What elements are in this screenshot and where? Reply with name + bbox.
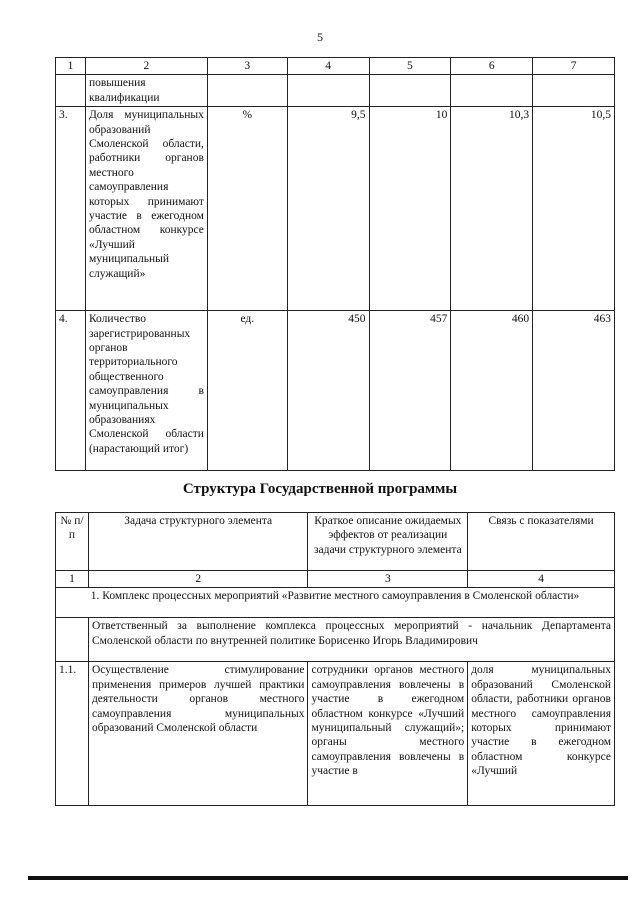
table-row (56, 662, 615, 806)
col-header: Связь с показателями (468, 513, 615, 571)
col-number: 4 (468, 571, 615, 588)
col-header: 1 (56, 58, 86, 75)
col-header: 3 (207, 58, 287, 75)
indicators-header-row (56, 58, 615, 75)
indicator-value: 10 (369, 107, 451, 311)
section-row (56, 588, 615, 618)
responsible-row (56, 618, 615, 662)
indicator-value: 9,5 (287, 107, 369, 311)
col-header: 2 (85, 58, 207, 75)
indicator-value: 450 (287, 311, 369, 471)
indicator-value: 10,3 (451, 107, 533, 311)
section-title: Структура Государственной программы (182, 481, 458, 497)
col-header: 7 (533, 58, 615, 75)
indicators-table (55, 57, 615, 471)
indicator-value: 457 (369, 311, 451, 471)
indicator-value: 10,5 (533, 107, 615, 311)
table-row (56, 107, 615, 311)
indicator-value: 463 (533, 311, 615, 471)
indicator-name: Количество зарегистрированных органов территориального общественного самоуправления в муниципальных образованиях Смоленской области (нарастающий итог) (85, 311, 207, 471)
indicator-value: 460 (451, 311, 533, 471)
structure-number-row (56, 571, 615, 588)
indicator-unit: ед. (207, 311, 287, 471)
complex-title: 1. Комплекс процессных мероприятий «Развитие местного самоуправления в Смоленской области» (56, 588, 615, 618)
col-number: 3 (308, 571, 468, 588)
page-number: 5 (317, 30, 323, 44)
effect-text: сотрудники органов местного самоуправления вовлечены в участие в ежегодном областном конкурсе «Лучший муниципальный служащий»; органы местного самоуправления вовлечены в участие в (308, 662, 468, 806)
col-header: Задача структурного элемента (88, 513, 308, 571)
task-text: Осуществление стимулирование применения примеров лучшей практики деятельности органов местного самоуправления муниципальных образований Смоленской области (88, 662, 308, 806)
row-number: 3. (56, 107, 86, 311)
table-row (56, 311, 615, 471)
col-header: № п/п (56, 513, 89, 571)
table-row (56, 75, 615, 107)
row-number: 4. (56, 311, 86, 471)
col-header: Краткое описание ожидаемых эффектов от реализации задачи структурного элемента (308, 513, 468, 571)
page-bottom-line (28, 876, 628, 880)
responsible-text: Ответственный за выполнение комплекса процессных мероприятий - начальник Департамента Смоленской области по внутренней политике Борисенко Игорь Владимирович (88, 618, 614, 662)
row-number: 1.1. (56, 662, 89, 806)
col-header: 6 (451, 58, 533, 75)
indicator-link-text: доля муниципальных образований Смоленской области, работники органов местного самоуправления которых принимают участие в ежегодном областном конкурсе «Лучший (468, 662, 615, 806)
col-header: 4 (287, 58, 369, 75)
indicator-name-continuation: повышения квалификации (85, 75, 207, 107)
indicator-unit: % (207, 107, 287, 311)
col-number: 2 (88, 571, 308, 588)
structure-table (55, 512, 615, 806)
structure-header-row (56, 513, 615, 571)
col-header: 5 (369, 58, 451, 75)
indicator-name: Доля муниципальных образований Смоленской области, работники органов местного самоуправления которых принимают участие в ежегодном областном конкурсе «Лучший муниципальный служащий» (85, 107, 207, 311)
col-number: 1 (56, 571, 89, 588)
